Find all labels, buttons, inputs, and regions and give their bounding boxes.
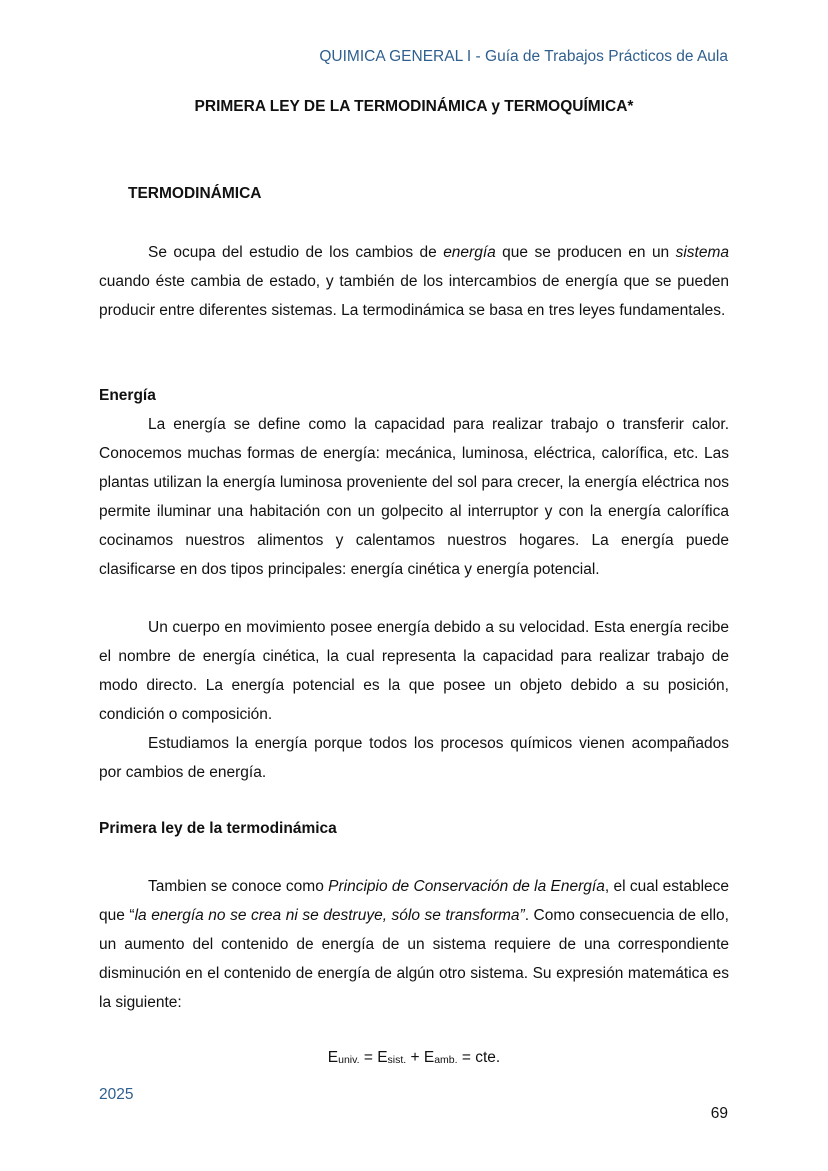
- footer-year: 2025: [99, 1086, 134, 1103]
- italic-principio: Principio de Conservación de la Energía: [328, 878, 605, 895]
- text-run: cuando éste cambia de estado, y también de los intercambios de energía que se pueden producir entre diferentes sistemas. La termodinámica se basa en tres leyes fundamentales.: [99, 273, 729, 319]
- text-run: Tambien se conoce como: [148, 878, 329, 895]
- paragraph-termodinamica: [99, 238, 729, 325]
- eq-symbol: E: [377, 1049, 388, 1066]
- eq-operator: =: [359, 1049, 378, 1066]
- text-run: . Como consecuencia de ello, un aumento del contenido de energía de un sistema requiere de una correspondiente disminución en el contenido de energía de algún otro sistema. Su expresión matemática es la siguiente:: [99, 907, 729, 1011]
- eq-symbol: E: [423, 1049, 435, 1066]
- paragraph-energia-2: Un cuerpo en movimiento posee energía debido a su velocidad. Esta energía recibe el nombre de energía cinética, la cual representa la capacidad para realizar trabajo de modo directo. La energía potencial es la que posee un objeto debido a su posición, condición o composición.: [99, 619, 729, 723]
- page-number: 69: [710, 1105, 728, 1122]
- paragraph-primera-ley: [99, 872, 729, 1017]
- italic-term-energia: energía: [443, 244, 496, 261]
- text-run: que se producen en un: [495, 244, 676, 261]
- eq-symbol: E: [327, 1049, 339, 1066]
- eq-rest: = cte.: [457, 1049, 501, 1066]
- text-run: Se ocupa del estudio de los cambios de: [148, 244, 444, 261]
- eq-operator: +: [406, 1049, 424, 1066]
- section-heading-termodinamica: TERMODINÁMICA: [128, 185, 262, 202]
- italic-term-sistema: sistema: [675, 244, 729, 261]
- paragraph-energia-1: La energía se define como la capacidad para realizar trabajo o transferir calor. Conocemos muchas formas de energía: mecánica, luminosa, eléctrica, calorífica, etc. Las plantas utilizan la energía luminosa proveniente del sol para crecer, la energía eléctrica nos permite iluminar una habitación con un golpecito al interruptor y con la energía calorífica cocinamos nuestros alimentos y calentamos nuestros hogares. La energía puede clasificarse en dos tipos principales: energía cinética y energía potencial.: [99, 416, 729, 578]
- eq-subscript-univ: univ.: [338, 1054, 360, 1066]
- header-course: QUIMICA GENERAL I: [319, 48, 472, 65]
- text-run: , el cual establece que “: [99, 878, 730, 924]
- paragraph-energia-3: Estudiamos la energía porque todos los procesos químicos vienen acompañados por cambios de energía.: [99, 735, 729, 781]
- page-title: PRIMERA LEY DE LA TERMODINÁMICA y TERMOQUÍMICA*: [194, 98, 634, 115]
- header-separator: -: [471, 48, 486, 65]
- running-header: [319, 48, 728, 66]
- italic-quote: la energía no se crea ni se destruye, sólo se transforma”: [134, 907, 525, 924]
- sub-heading-energia: Energía: [99, 387, 156, 404]
- eq-subscript-amb: amb.: [434, 1054, 458, 1066]
- sub-heading-primera-ley: Primera ley de la termodinámica: [99, 820, 337, 837]
- header-guide: Guía de Trabajos Prácticos de Aula: [485, 48, 728, 65]
- energy-conservation-equation: [0, 1049, 828, 1067]
- eq-subscript-sist: sist.: [387, 1054, 407, 1066]
